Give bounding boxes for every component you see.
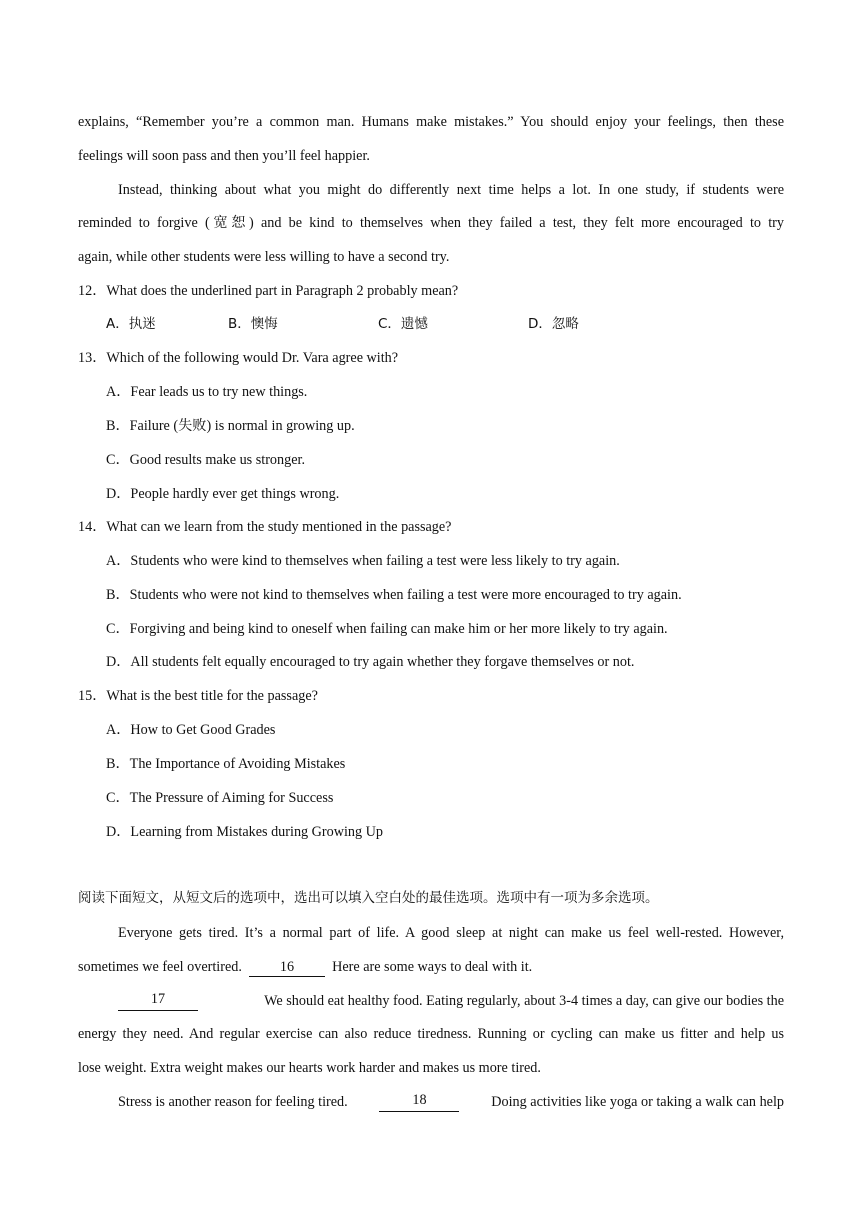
passage-line: explains, “Remember you’re a common man. Humans make mistakes.” You should enjoy your feelings, then these [78, 114, 784, 130]
passage-text: We should eat healthy food. Eating regularly, about 3-4 times a day, can give our bodies the [264, 993, 784, 1009]
passage-text: Doing activities like yoga or taking a walk can help [491, 1094, 784, 1110]
option-c: C．Forgiving and being kind to oneself when failing can make him or her more likely to try again. [106, 621, 668, 637]
option-d: D．All students felt equally encouraged to try again whether they forgave themselves or not. [106, 654, 635, 670]
section-instruction: 阅读下面短文，从短文后的选项中，选出可以填入空白处的最佳选项。选项中有一项为多余选项。 [78, 890, 659, 906]
question-13-stem: 13．Which of the following would Dr. Vara agree with? [78, 350, 399, 366]
passage-text: Here are some ways to deal with it. [332, 959, 533, 975]
blank-18: 18 [379, 1092, 459, 1112]
passage-line: lose weight. Extra weight makes our hearts work harder and makes us more tired. [78, 1060, 541, 1076]
option-c: C．Good results make us stronger. [106, 452, 305, 468]
passage-line: feelings will soon pass and then you’ll feel happier. [78, 148, 370, 164]
option-d: D．Learning from Mistakes during Growing Up [106, 824, 384, 840]
passage-line-with-blank [118, 1092, 784, 1112]
passage-text: sometimes we feel overtired. [78, 959, 242, 975]
passage-text: Stress is another reason for feeling tired. [118, 1094, 348, 1110]
option-b: B．Failure (失败) is normal in growing up. [106, 418, 355, 434]
passage-line: Instead, thinking about what you might do differently next time helps a lot. In one study, if students were [118, 182, 784, 198]
question-14-stem: 14．What can we learn from the study mentioned in the passage? [78, 519, 452, 535]
option-b: B．The Importance of Avoiding Mistakes [106, 756, 346, 772]
passage-line: again, while other students were less willing to have a second try. [78, 249, 450, 265]
option-c: C．The Pressure of Aiming for Success [106, 790, 334, 806]
option-a: A．Students who were kind to themselves when failing a test were less likely to try again. [106, 553, 620, 569]
blank-17: 17 [118, 991, 198, 1011]
passage-line: Everyone gets tired. It’s a normal part of life. A good sleep at night can make us feel well-rested. However, [118, 925, 784, 941]
option-b: B．Students who were not kind to themselves when failing a test were more encouraged to try again. [106, 587, 682, 603]
option-d: D．People hardly ever get things wrong. [106, 486, 340, 502]
option-a: A．How to Get Good Grades [106, 722, 276, 738]
passage-line-with-blank [78, 957, 784, 977]
blank-16: 16 [249, 959, 325, 977]
option-d: D．忽略 [528, 316, 579, 332]
option-a: A．Fear leads us to try new things. [106, 384, 308, 400]
passage-line: reminded to forgive (宽恕) and be kind to themselves when they failed a test, they felt more encouraged to try [78, 215, 784, 231]
option-b: B．懊悔 [228, 316, 278, 332]
option-a: A．执迷 [106, 316, 156, 332]
option-c: C．遗憾 [378, 316, 428, 332]
question-15-stem: 15．What is the best title for the passage? [78, 688, 318, 704]
question-12-stem: 12．What does the underlined part in Paragraph 2 probably mean? [78, 283, 459, 299]
passage-line-with-blank [118, 991, 784, 1011]
passage-line: energy they need. And regular exercise can also reduce tiredness. Running or cycling can make us fitter and help us [78, 1026, 784, 1042]
